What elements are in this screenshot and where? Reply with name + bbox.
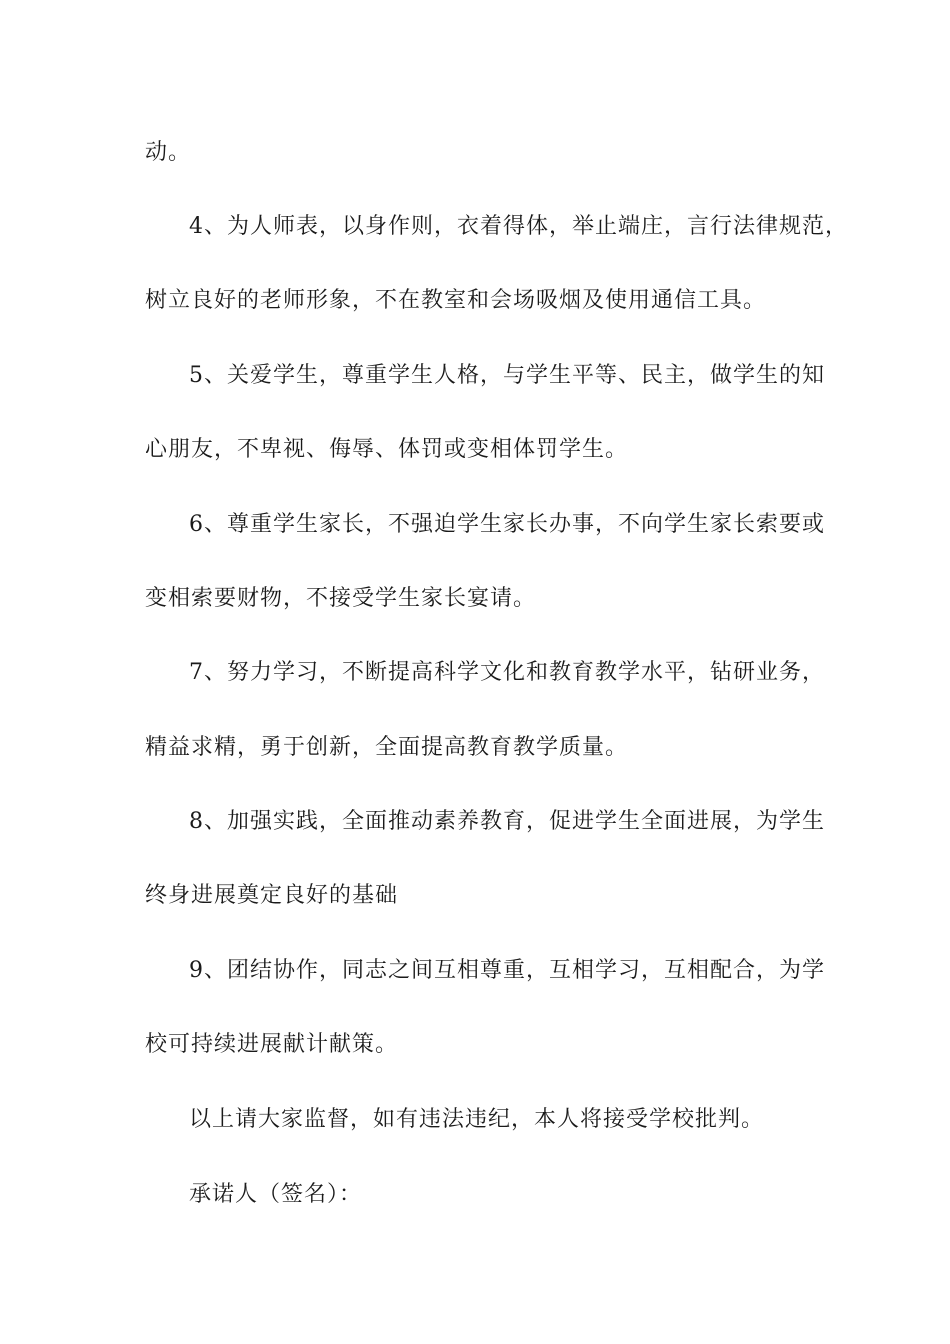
item-8-line-2: 终身进展奠定良好的基础 [145,883,399,908]
item-5-line-2: 心朋友，不卑视、侮辱、体罚或变相体罚学生。 [145,437,629,462]
item-4-line-1: 4、为人师表，以身作则，衣着得体，举止端庄，言行法律规范， [189,214,848,239]
item-4-line-2: 树立良好的老师形象，不在教室和会场吸烟及使用通信工具。 [145,288,767,313]
item-7-line-1: 7、努力学习，不断提高科学文化和教育教学水平，钻研业务， [189,660,825,685]
item-7-line-2: 精益求精，勇于创新，全面提高教育教学质量。 [145,735,629,760]
signature-label: 承诺人（签名）： [189,1182,363,1207]
item-5-line-1: 5、关爱学生，尊重学生人格，与学生平等、民主，做学生的知 [189,363,825,388]
item-8-line-1: 8、加强实践，全面推动素养教育，促进学生全面进展，为学生 [189,809,825,834]
item-9-line-1: 9、团结协作，同志之间互相尊重，互相学习，互相配合，为学 [189,958,825,983]
item-6-line-2: 变相索要财物，不接受学生家长宴请。 [145,586,537,611]
item-9-line-2: 校可持续进展献计献策。 [145,1032,399,1057]
item-6-line-1: 6、尊重学生家长，不强迫学生家长办事，不向学生家长索要或 [189,512,825,537]
closing-statement: 以上请大家监督，如有违法违纪，本人将接受学校批判。 [189,1107,765,1132]
text-line-continuation: 动。 [145,140,192,165]
